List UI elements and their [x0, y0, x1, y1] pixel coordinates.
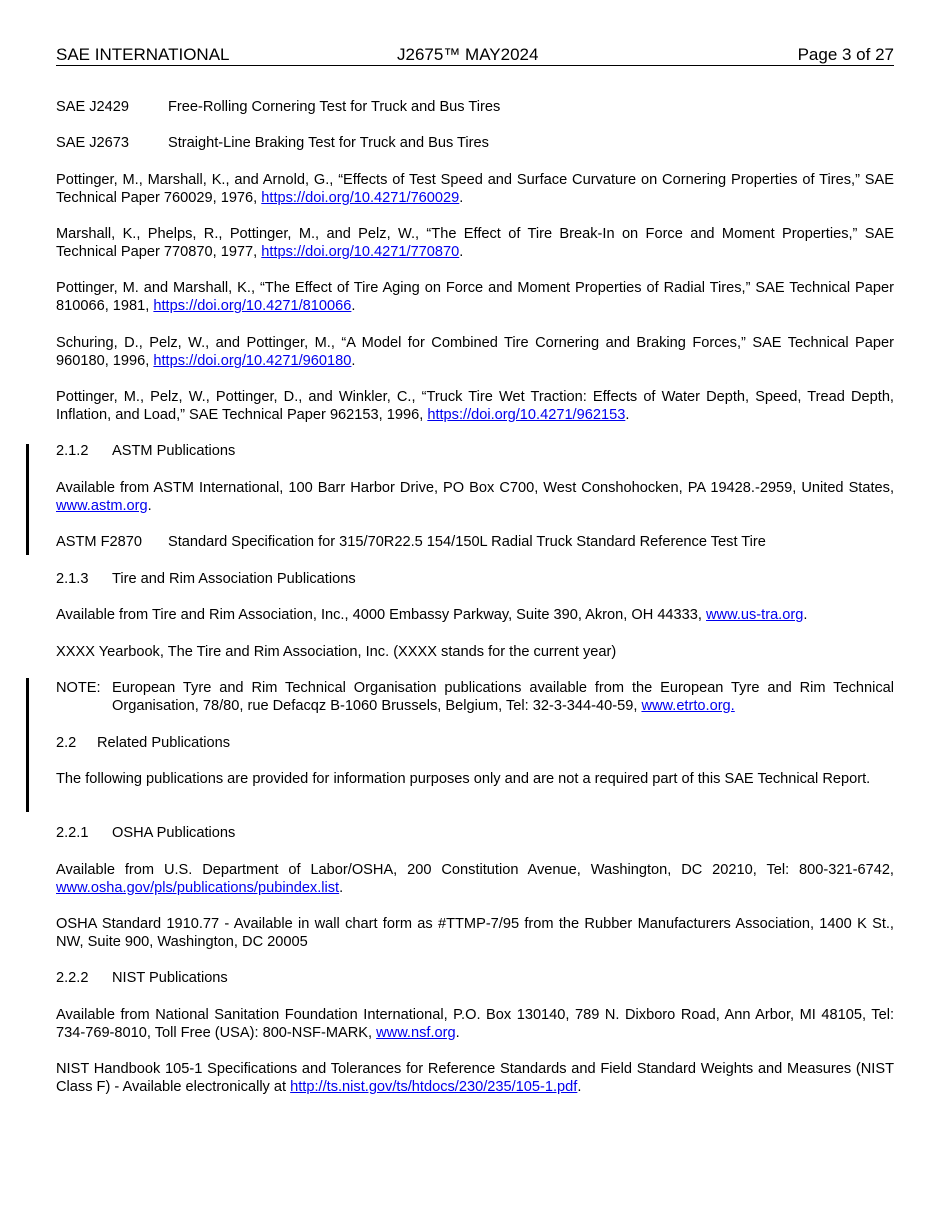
- section-heading: [56, 442, 894, 460]
- osha-standard: OSHA Standard 1910.77 - Available in wall chart form as #TTMP-7/95 from the Rubber Manufacturers Association, 1400 K St., NW, Suite 900, Washington, DC 20005: [56, 916, 894, 950]
- reference-code: SAE J2673: [56, 135, 130, 151]
- paper-citation: Schuring, D., Pelz, W., and Pottinger, M., “A Model for Combined Tire Cornering and Braking Forces,” SAE Technical Paper 960180, 1996, https://doi.org/10.4271/960180.: [56, 335, 894, 369]
- section-title: Tire and Rim Association Publications: [112, 571, 356, 587]
- reference-title: Straight-Line Braking Test for Truck and Bus Tires: [168, 135, 489, 151]
- doi-link[interactable]: https://doi.org/10.4271/960180: [153, 353, 352, 369]
- section-title: OSHA Publications: [112, 825, 236, 841]
- page-header: [56, 44, 894, 66]
- paper-citation: Pottinger, M., Marshall, K., and Arnold, G., “Effects of Test Speed and Surface Curvature on Cornering Properties of Tires,” SAE Technical Paper 760029, 1976, https://doi.org/10.4271/760029.: [56, 172, 894, 206]
- doi-link[interactable]: https://doi.org/10.4271/760029: [261, 190, 460, 206]
- doi-link[interactable]: https://doi.org/10.4271/810066: [153, 298, 352, 314]
- header-page-number: Page 3 of 27: [797, 45, 894, 64]
- doi-link[interactable]: https://doi.org/10.4271/962153: [427, 407, 626, 423]
- availability-paragraph: Available from National Sanitation Foundation International, P.O. Box 130140, 789 N. Dixboro Road, Ann Arbor, MI 48105, Tel: 734-769-8010, Toll Free (USA): 800-NSF-MARK, www.nsf.org.: [56, 1007, 894, 1041]
- reference-title: Free-Rolling Cornering Test for Truck and Bus Tires: [168, 99, 501, 115]
- section-title: ASTM Publications: [112, 443, 236, 459]
- paper-citation: Pottinger, M., Pelz, W., Pottinger, D., and Winkler, C., “Truck Tire Wet Traction: Effects of Water Depth, Speed, Tread Depth, Inflation, and Load,” SAE Technical Paper 962153, 1996, https://doi.org/10.4271/962153.: [56, 389, 894, 423]
- section-heading: [56, 570, 894, 588]
- availability-paragraph: Available from Tire and Rim Association, Inc., 4000 Embassy Parkway, Suite 390, Akron, OH 44333, www.us-tra.org.: [56, 607, 808, 623]
- osha-link[interactable]: www.osha.gov/pls/publications/pubindex.list: [56, 880, 340, 896]
- reference-entry: [56, 134, 894, 152]
- section-number: 2.2: [56, 735, 77, 751]
- nsf-link[interactable]: www.nsf.org: [376, 1025, 456, 1041]
- section-title: NIST Publications: [112, 970, 228, 986]
- section-heading: [56, 824, 894, 842]
- note-text: European Tyre and Rim Technical Organisation publications available from the European Tyre and Rim Technical Organisation, 78/80, rue Defacqz B-1060 Brussels, Belgium, Tel: 32-3-344-40-59, www.etrto.org.: [112, 680, 894, 714]
- section-heading: [56, 734, 894, 752]
- reference-entry: [56, 98, 894, 116]
- revision-bar: [26, 678, 29, 812]
- section-number: 2.2.1: [56, 825, 89, 841]
- reference-entry: [56, 533, 894, 551]
- section-number: 2.1.2: [56, 443, 89, 459]
- astm-link[interactable]: www.astm.org: [56, 498, 148, 514]
- paper-citation: Pottinger, M. and Marshall, K., “The Effect of Tire Aging on Force and Moment Properties of Radial Tires,” SAE Technical Paper 810066, 1981, https://doi.org/10.4271/810066.: [56, 280, 894, 314]
- paper-citation: Marshall, K., Phelps, R., Pottinger, M., and Pelz, W., “The Effect of Tire Break-In on Force and Moment Properties,” SAE Technical Paper 770870, 1977, https://doi.org/10.4271/770870.: [56, 226, 894, 260]
- header-doc-id: J2675™ MAY2024: [397, 45, 539, 64]
- reference-code: SAE J2429: [56, 99, 130, 115]
- note: [56, 679, 894, 715]
- section-number: 2.2.2: [56, 970, 89, 986]
- availability-paragraph: Available from ASTM International, 100 Barr Harbor Drive, PO Box C700, West Conshohocken, PA 19428.-2959, United States, www.astm.org.: [56, 480, 894, 514]
- etrto-link[interactable]: www.etrto.org.: [641, 698, 735, 714]
- related-paragraph: The following publications are provided for information purposes only and are not a required part of this SAE Technical Report.: [56, 771, 871, 787]
- nist-handbook: NIST Handbook 105-1 Specifications and Tolerances for Reference Standards and Field Standard Weights and Measures (NIST Class F) - Available electronically at http://ts.nist.gov/ts/htdocs/230/235/105-1.pdf.: [56, 1061, 894, 1095]
- reference-title: Standard Specification for 315/70R22.5 154/150L Radial Truck Standard Reference Test Tire: [168, 534, 766, 550]
- revision-bar: [26, 444, 29, 555]
- section-number: 2.1.3: [56, 571, 89, 587]
- yearbook-entry: XXXX Yearbook, The Tire and Rim Association, Inc. (XXXX stands for the current year): [56, 644, 617, 660]
- availability-paragraph: Available from U.S. Department of Labor/OSHA, 200 Constitution Avenue, Washington, DC 20210, Tel: 800-321-6742, www.osha.gov/pls/publications/pubindex.list.: [56, 862, 894, 896]
- note-label: NOTE:: [56, 680, 101, 696]
- reference-code: ASTM F2870: [56, 534, 142, 550]
- section-heading: [56, 969, 894, 987]
- nist-pdf-link[interactable]: http://ts.nist.gov/ts/htdocs/230/235/105-1.pdf: [290, 1079, 578, 1095]
- section-title: Related Publications: [97, 735, 231, 751]
- header-org: SAE INTERNATIONAL: [56, 45, 230, 64]
- doi-link[interactable]: https://doi.org/10.4271/770870: [261, 244, 460, 260]
- tra-link[interactable]: www.us-tra.org: [706, 607, 804, 623]
